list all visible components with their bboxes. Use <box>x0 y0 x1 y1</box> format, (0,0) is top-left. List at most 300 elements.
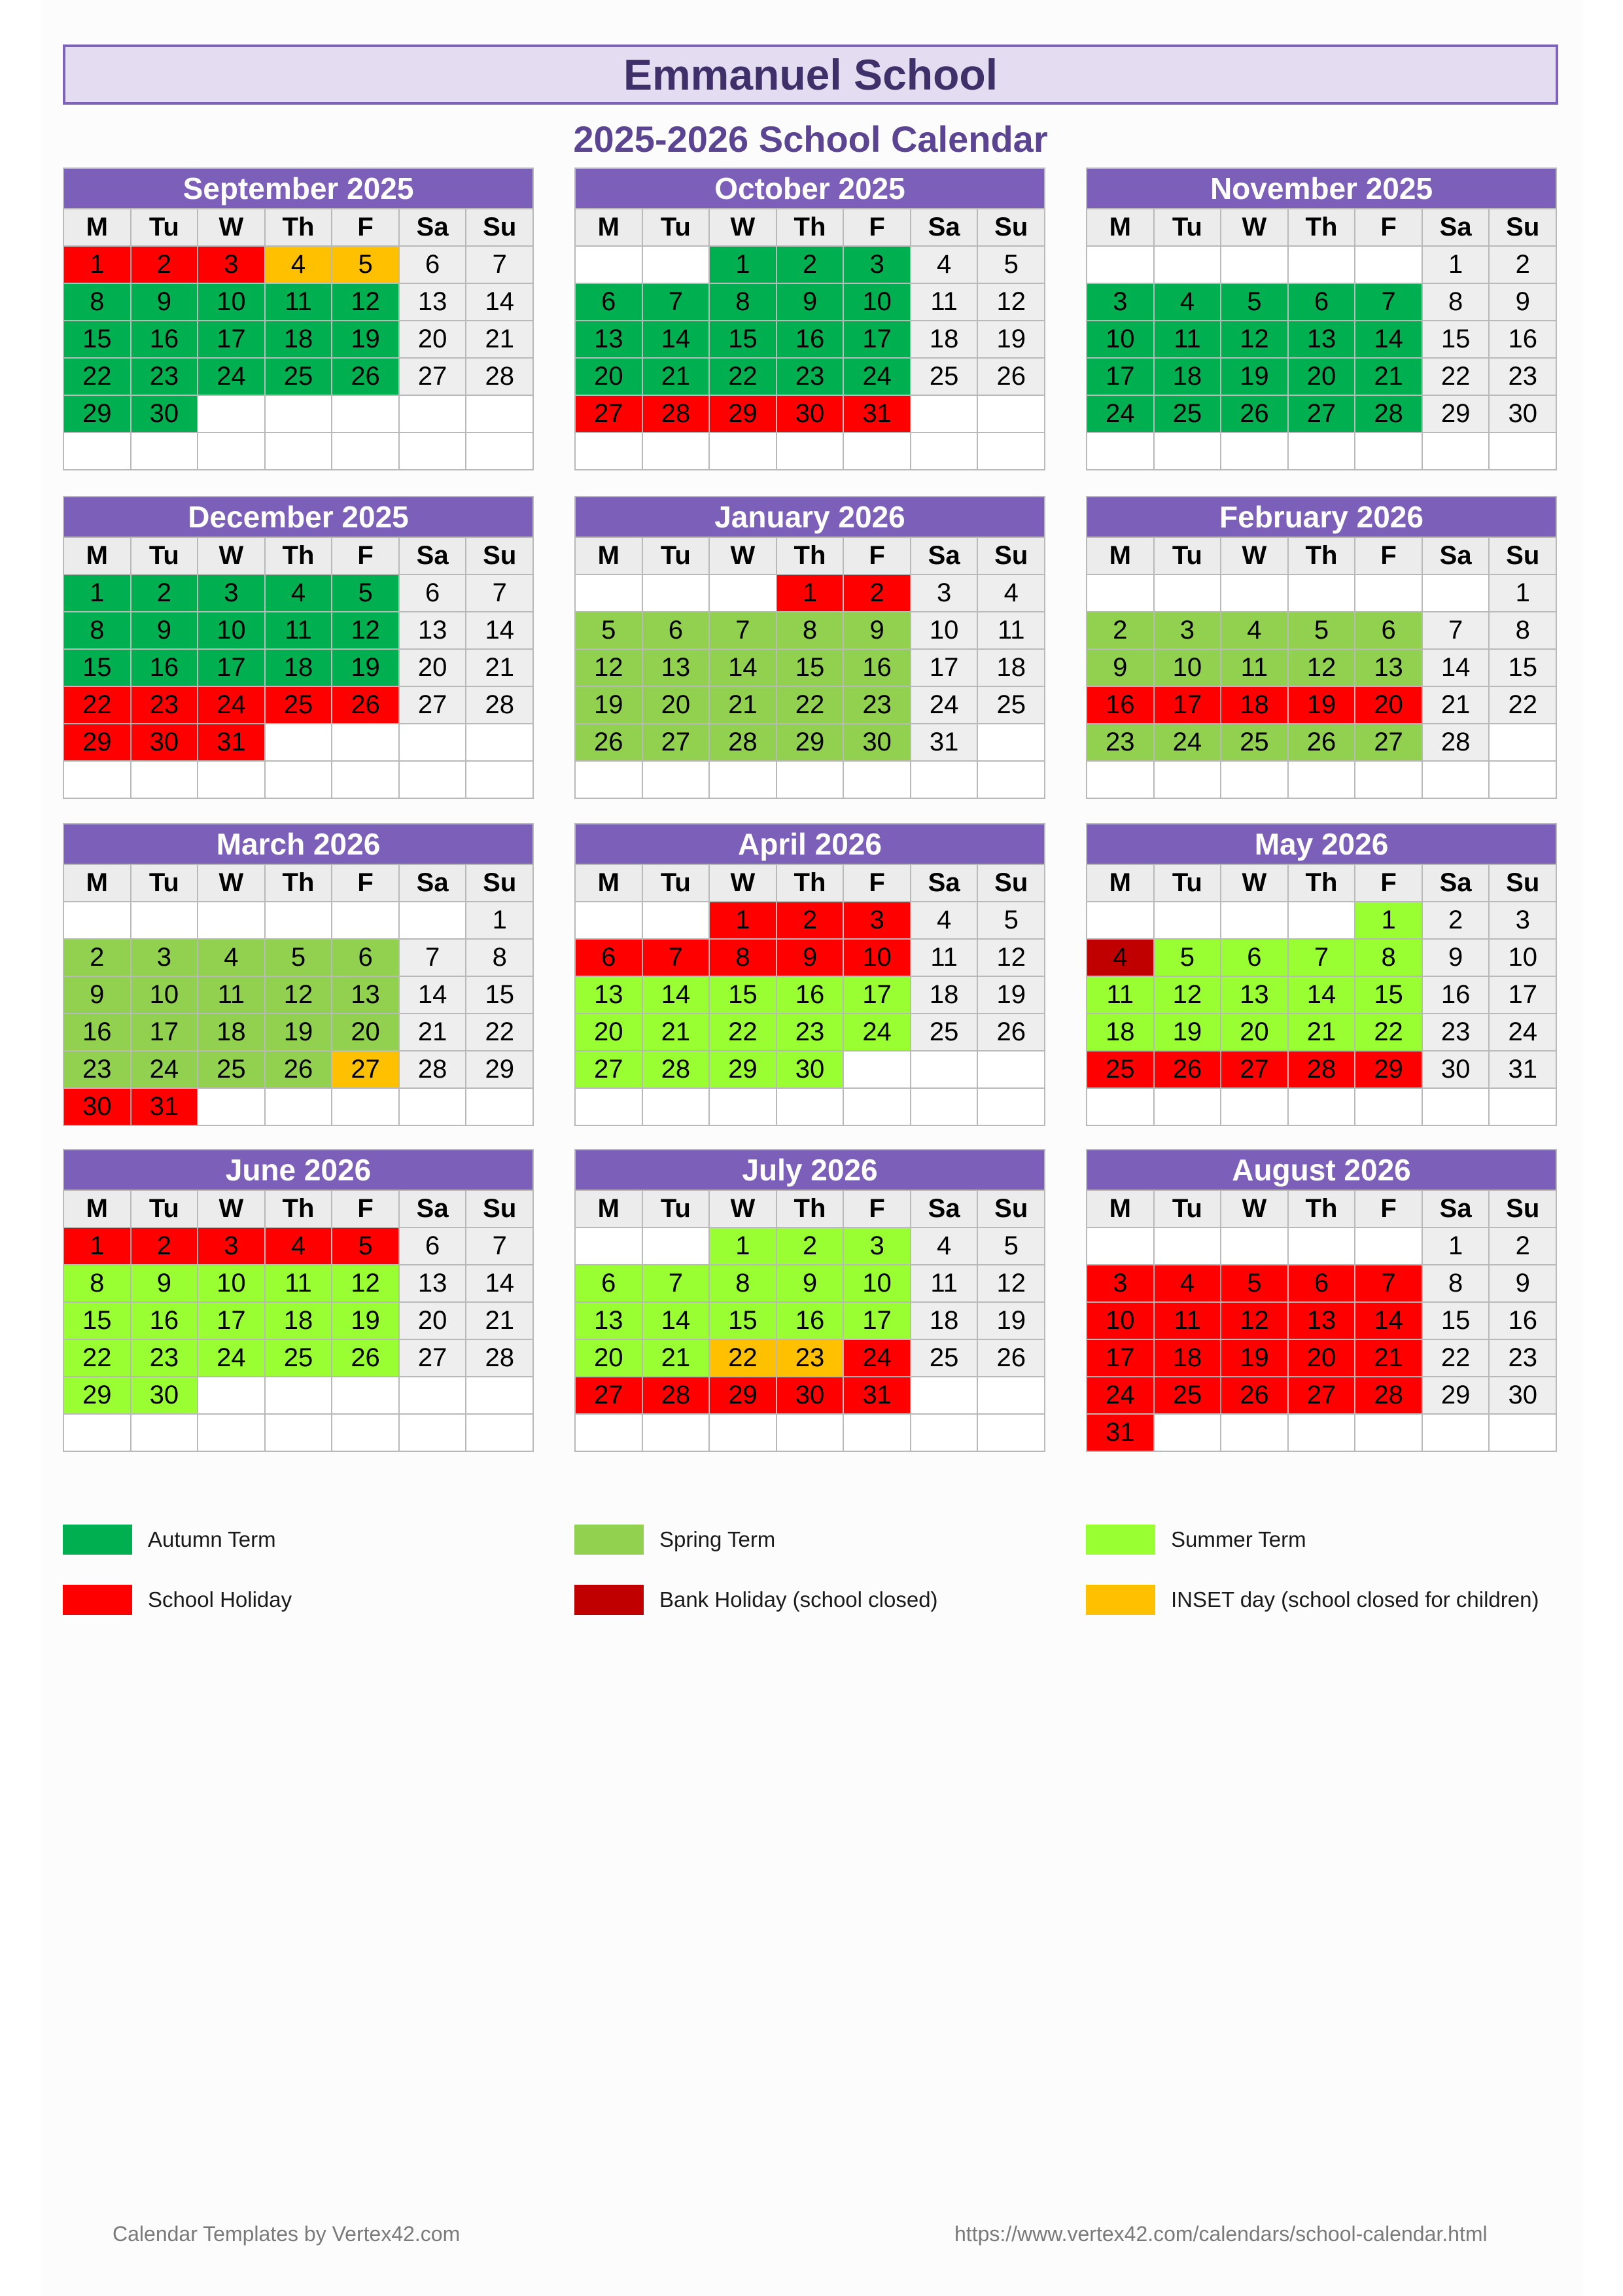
day-cell[interactable]: 11 <box>266 1265 333 1303</box>
day-cell[interactable]: 17 <box>198 650 266 687</box>
day-cell[interactable]: 1 <box>64 1228 131 1265</box>
day-cell[interactable]: 10 <box>1087 1303 1155 1340</box>
day-cell[interactable]: 4 <box>1155 1265 1222 1303</box>
day-cell[interactable]: 18 <box>1087 1014 1155 1051</box>
day-cell[interactable]: 4 <box>266 247 333 284</box>
day-cell[interactable]: 6 <box>1289 284 1356 321</box>
day-cell[interactable]: 4 <box>198 940 266 977</box>
day-cell[interactable]: 1 <box>1423 1228 1490 1265</box>
day-cell[interactable]: 11 <box>198 977 266 1014</box>
day-cell[interactable]: 28 <box>466 687 534 724</box>
day-cell[interactable]: 6 <box>1289 1265 1356 1303</box>
day-cell[interactable]: 23 <box>131 687 199 724</box>
day-cell[interactable]: 30 <box>64 1089 131 1126</box>
day-cell[interactable]: 1 <box>777 575 845 612</box>
day-cell[interactable]: 27 <box>576 1377 643 1415</box>
day-cell[interactable]: 8 <box>710 1265 777 1303</box>
day-cell[interactable]: 16 <box>1490 1303 1557 1340</box>
day-cell[interactable]: 8 <box>1423 1265 1490 1303</box>
day-cell[interactable]: 17 <box>198 1303 266 1340</box>
day-cell[interactable]: 10 <box>911 612 979 650</box>
footer-url[interactable]: https://www.vertex42.com/calendars/school-calendar.html <box>954 2222 1488 2246</box>
day-cell[interactable]: 24 <box>1490 1014 1557 1051</box>
day-cell[interactable]: 8 <box>64 612 131 650</box>
day-cell[interactable]: 19 <box>332 321 400 359</box>
day-cell[interactable]: 23 <box>1490 359 1557 396</box>
day-cell[interactable]: 15 <box>64 650 131 687</box>
day-cell[interactable]: 30 <box>131 396 199 433</box>
day-cell[interactable]: 10 <box>844 284 911 321</box>
day-cell[interactable]: 9 <box>131 612 199 650</box>
day-cell[interactable]: 18 <box>266 1303 333 1340</box>
day-cell[interactable]: 28 <box>400 1051 467 1089</box>
day-cell[interactable]: 23 <box>777 1014 845 1051</box>
day-cell[interactable]: 6 <box>400 575 467 612</box>
day-cell[interactable]: 12 <box>1289 650 1356 687</box>
day-cell[interactable]: 10 <box>844 940 911 977</box>
day-cell[interactable]: 1 <box>1490 575 1557 612</box>
day-cell[interactable]: 25 <box>198 1051 266 1089</box>
day-cell[interactable]: 28 <box>643 1377 710 1415</box>
day-cell[interactable]: 8 <box>1490 612 1557 650</box>
day-cell[interactable]: 25 <box>911 1340 979 1377</box>
day-cell[interactable]: 30 <box>131 724 199 762</box>
day-cell[interactable]: 24 <box>198 359 266 396</box>
day-cell[interactable]: 3 <box>844 1228 911 1265</box>
day-cell[interactable]: 29 <box>64 724 131 762</box>
day-cell[interactable]: 30 <box>777 1377 845 1415</box>
day-cell[interactable]: 25 <box>266 687 333 724</box>
day-cell[interactable]: 11 <box>1155 321 1222 359</box>
day-cell[interactable]: 31 <box>198 724 266 762</box>
day-cell[interactable]: 3 <box>198 1228 266 1265</box>
day-cell[interactable]: 10 <box>1490 940 1557 977</box>
day-cell[interactable]: 24 <box>1087 396 1155 433</box>
day-cell[interactable]: 8 <box>710 940 777 977</box>
day-cell[interactable]: 26 <box>1155 1051 1222 1089</box>
day-cell[interactable]: 21 <box>1355 1340 1423 1377</box>
day-cell[interactable]: 21 <box>1289 1014 1356 1051</box>
day-cell[interactable]: 2 <box>1423 902 1490 940</box>
day-cell[interactable]: 23 <box>777 1340 845 1377</box>
day-cell[interactable]: 29 <box>466 1051 534 1089</box>
day-cell[interactable]: 28 <box>1355 1377 1423 1415</box>
day-cell[interactable]: 15 <box>710 1303 777 1340</box>
day-cell[interactable]: 22 <box>710 1340 777 1377</box>
day-cell[interactable]: 15 <box>64 1303 131 1340</box>
day-cell[interactable]: 17 <box>844 1303 911 1340</box>
day-cell[interactable]: 26 <box>576 724 643 762</box>
day-cell[interactable]: 25 <box>266 1340 333 1377</box>
day-cell[interactable]: 12 <box>332 1265 400 1303</box>
day-cell[interactable]: 13 <box>1289 321 1356 359</box>
day-cell[interactable]: 2 <box>1087 612 1155 650</box>
day-cell[interactable]: 30 <box>844 724 911 762</box>
day-cell[interactable]: 27 <box>400 359 467 396</box>
day-cell[interactable]: 26 <box>978 1014 1045 1051</box>
day-cell[interactable]: 17 <box>131 1014 199 1051</box>
day-cell[interactable]: 29 <box>1355 1051 1423 1089</box>
day-cell[interactable]: 24 <box>198 687 266 724</box>
day-cell[interactable]: 10 <box>1087 321 1155 359</box>
day-cell[interactable]: 12 <box>266 977 333 1014</box>
day-cell[interactable]: 3 <box>198 575 266 612</box>
day-cell[interactable]: 7 <box>643 284 710 321</box>
day-cell[interactable]: 19 <box>1155 1014 1222 1051</box>
day-cell[interactable]: 24 <box>911 687 979 724</box>
day-cell[interactable]: 23 <box>131 359 199 396</box>
day-cell[interactable]: 24 <box>198 1340 266 1377</box>
footer-credit[interactable]: Calendar Templates by Vertex42.com <box>113 2222 461 2246</box>
day-cell[interactable]: 26 <box>978 359 1045 396</box>
day-cell[interactable]: 12 <box>1221 1303 1289 1340</box>
day-cell[interactable]: 24 <box>1155 724 1222 762</box>
day-cell[interactable]: 3 <box>844 902 911 940</box>
day-cell[interactable]: 13 <box>400 284 467 321</box>
day-cell[interactable]: 9 <box>777 940 845 977</box>
day-cell[interactable]: 14 <box>710 650 777 687</box>
day-cell[interactable]: 31 <box>844 396 911 433</box>
day-cell[interactable]: 26 <box>1221 1377 1289 1415</box>
day-cell[interactable]: 28 <box>1355 396 1423 433</box>
day-cell[interactable]: 23 <box>844 687 911 724</box>
day-cell[interactable]: 18 <box>978 650 1045 687</box>
day-cell[interactable]: 26 <box>1289 724 1356 762</box>
day-cell[interactable]: 18 <box>911 321 979 359</box>
day-cell[interactable]: 15 <box>466 977 534 1014</box>
day-cell[interactable]: 20 <box>332 1014 400 1051</box>
day-cell[interactable]: 5 <box>332 575 400 612</box>
day-cell[interactable]: 5 <box>332 247 400 284</box>
day-cell[interactable]: 18 <box>1221 687 1289 724</box>
day-cell[interactable]: 6 <box>1355 612 1423 650</box>
day-cell[interactable]: 29 <box>710 396 777 433</box>
day-cell[interactable]: 27 <box>576 396 643 433</box>
day-cell[interactable]: 5 <box>332 1228 400 1265</box>
day-cell[interactable]: 11 <box>1221 650 1289 687</box>
day-cell[interactable]: 2 <box>131 247 199 284</box>
day-cell[interactable]: 16 <box>1490 321 1557 359</box>
day-cell[interactable]: 6 <box>1221 940 1289 977</box>
day-cell[interactable]: 19 <box>978 1303 1045 1340</box>
day-cell[interactable]: 11 <box>978 612 1045 650</box>
day-cell[interactable]: 27 <box>1289 1377 1356 1415</box>
day-cell[interactable]: 19 <box>332 1303 400 1340</box>
day-cell[interactable]: 5 <box>978 902 1045 940</box>
day-cell[interactable]: 8 <box>64 284 131 321</box>
day-cell[interactable]: 27 <box>400 687 467 724</box>
day-cell[interactable]: 9 <box>777 1265 845 1303</box>
day-cell[interactable]: 28 <box>643 1051 710 1089</box>
day-cell[interactable]: 16 <box>777 321 845 359</box>
day-cell[interactable]: 23 <box>777 359 845 396</box>
day-cell[interactable]: 16 <box>131 321 199 359</box>
day-cell[interactable]: 28 <box>710 724 777 762</box>
day-cell[interactable]: 7 <box>466 247 534 284</box>
day-cell[interactable]: 13 <box>1221 977 1289 1014</box>
day-cell[interactable]: 4 <box>266 575 333 612</box>
day-cell[interactable]: 8 <box>777 612 845 650</box>
day-cell[interactable]: 8 <box>710 284 777 321</box>
day-cell[interactable]: 27 <box>400 1340 467 1377</box>
day-cell[interactable]: 3 <box>131 940 199 977</box>
day-cell[interactable]: 14 <box>466 1265 534 1303</box>
day-cell[interactable]: 23 <box>1423 1014 1490 1051</box>
day-cell[interactable]: 5 <box>1289 612 1356 650</box>
day-cell[interactable]: 12 <box>1155 977 1222 1014</box>
day-cell[interactable]: 3 <box>198 247 266 284</box>
day-cell[interactable]: 3 <box>1155 612 1222 650</box>
day-cell[interactable]: 17 <box>1155 687 1222 724</box>
day-cell[interactable]: 18 <box>198 1014 266 1051</box>
day-cell[interactable]: 1 <box>1355 902 1423 940</box>
day-cell[interactable]: 15 <box>710 977 777 1014</box>
day-cell[interactable]: 2 <box>131 1228 199 1265</box>
day-cell[interactable]: 16 <box>131 1303 199 1340</box>
day-cell[interactable]: 20 <box>576 359 643 396</box>
day-cell[interactable]: 2 <box>777 247 845 284</box>
day-cell[interactable]: 18 <box>1155 359 1222 396</box>
day-cell[interactable]: 12 <box>978 1265 1045 1303</box>
day-cell[interactable]: 5 <box>978 247 1045 284</box>
day-cell[interactable]: 25 <box>978 687 1045 724</box>
day-cell[interactable]: 21 <box>710 687 777 724</box>
day-cell[interactable]: 27 <box>643 724 710 762</box>
day-cell[interactable]: 9 <box>1087 650 1155 687</box>
day-cell[interactable]: 29 <box>710 1051 777 1089</box>
day-cell[interactable]: 14 <box>643 1303 710 1340</box>
day-cell[interactable]: 7 <box>466 1228 534 1265</box>
day-cell[interactable]: 4 <box>911 1228 979 1265</box>
day-cell[interactable]: 7 <box>643 1265 710 1303</box>
day-cell[interactable]: 3 <box>844 247 911 284</box>
day-cell[interactable]: 15 <box>1490 650 1557 687</box>
day-cell[interactable]: 30 <box>1490 396 1557 433</box>
day-cell[interactable]: 10 <box>198 1265 266 1303</box>
day-cell[interactable]: 21 <box>643 359 710 396</box>
day-cell[interactable]: 9 <box>64 977 131 1014</box>
day-cell[interactable]: 26 <box>978 1340 1045 1377</box>
day-cell[interactable]: 22 <box>1355 1014 1423 1051</box>
day-cell[interactable]: 27 <box>576 1051 643 1089</box>
day-cell[interactable]: 22 <box>1423 359 1490 396</box>
day-cell[interactable]: 21 <box>466 650 534 687</box>
day-cell[interactable]: 21 <box>643 1340 710 1377</box>
day-cell[interactable]: 12 <box>576 650 643 687</box>
day-cell[interactable]: 1 <box>710 902 777 940</box>
day-cell[interactable]: 10 <box>131 977 199 1014</box>
day-cell[interactable]: 6 <box>576 1265 643 1303</box>
day-cell[interactable]: 19 <box>1289 687 1356 724</box>
day-cell[interactable]: 30 <box>131 1377 199 1415</box>
day-cell[interactable]: 20 <box>1289 359 1356 396</box>
day-cell[interactable]: 15 <box>1355 977 1423 1014</box>
day-cell[interactable]: 19 <box>1221 359 1289 396</box>
day-cell[interactable]: 20 <box>576 1340 643 1377</box>
day-cell[interactable]: 3 <box>1087 1265 1155 1303</box>
day-cell[interactable]: 25 <box>266 359 333 396</box>
day-cell[interactable]: 16 <box>131 650 199 687</box>
day-cell[interactable]: 4 <box>911 902 979 940</box>
day-cell[interactable]: 16 <box>64 1014 131 1051</box>
day-cell[interactable]: 26 <box>332 1340 400 1377</box>
day-cell[interactable]: 14 <box>1423 650 1490 687</box>
day-cell[interactable]: 27 <box>1221 1051 1289 1089</box>
day-cell[interactable]: 27 <box>1355 724 1423 762</box>
day-cell[interactable]: 16 <box>844 650 911 687</box>
day-cell[interactable]: 25 <box>1155 396 1222 433</box>
day-cell[interactable]: 20 <box>1221 1014 1289 1051</box>
day-cell[interactable]: 26 <box>266 1051 333 1089</box>
day-cell[interactable]: 24 <box>131 1051 199 1089</box>
day-cell[interactable]: 30 <box>777 1051 845 1089</box>
day-cell[interactable]: 2 <box>1490 1228 1557 1265</box>
day-cell[interactable]: 12 <box>978 940 1045 977</box>
day-cell[interactable]: 23 <box>131 1340 199 1377</box>
day-cell[interactable]: 6 <box>400 247 467 284</box>
day-cell[interactable]: 11 <box>911 1265 979 1303</box>
day-cell[interactable]: 1 <box>1423 247 1490 284</box>
day-cell[interactable]: 29 <box>64 396 131 433</box>
day-cell[interactable]: 8 <box>1355 940 1423 977</box>
day-cell[interactable]: 15 <box>64 321 131 359</box>
day-cell[interactable]: 7 <box>1423 612 1490 650</box>
day-cell[interactable]: 29 <box>1423 1377 1490 1415</box>
day-cell[interactable]: 25 <box>911 359 979 396</box>
day-cell[interactable]: 14 <box>1289 977 1356 1014</box>
day-cell[interactable]: 2 <box>777 902 845 940</box>
day-cell[interactable]: 5 <box>1155 940 1222 977</box>
day-cell[interactable]: 18 <box>911 977 979 1014</box>
day-cell[interactable]: 9 <box>1423 940 1490 977</box>
day-cell[interactable]: 2 <box>844 575 911 612</box>
day-cell[interactable]: 15 <box>710 321 777 359</box>
day-cell[interactable]: 13 <box>576 321 643 359</box>
day-cell[interactable]: 1 <box>710 1228 777 1265</box>
day-cell[interactable]: 17 <box>1490 977 1557 1014</box>
day-cell[interactable]: 22 <box>64 359 131 396</box>
day-cell[interactable]: 19 <box>978 321 1045 359</box>
day-cell[interactable]: 20 <box>1355 687 1423 724</box>
day-cell[interactable]: 22 <box>710 359 777 396</box>
day-cell[interactable]: 15 <box>777 650 845 687</box>
day-cell[interactable]: 22 <box>710 1014 777 1051</box>
day-cell[interactable]: 23 <box>64 1051 131 1089</box>
day-cell[interactable]: 4 <box>1155 284 1222 321</box>
day-cell[interactable]: 20 <box>400 1303 467 1340</box>
day-cell[interactable]: 25 <box>911 1014 979 1051</box>
day-cell[interactable]: 25 <box>1155 1377 1222 1415</box>
day-cell[interactable]: 31 <box>131 1089 199 1126</box>
day-cell[interactable]: 19 <box>266 1014 333 1051</box>
day-cell[interactable]: 28 <box>1289 1051 1356 1089</box>
day-cell[interactable]: 7 <box>1355 284 1423 321</box>
day-cell[interactable]: 6 <box>400 1228 467 1265</box>
day-cell[interactable]: 11 <box>1087 977 1155 1014</box>
day-cell[interactable]: 18 <box>266 650 333 687</box>
day-cell[interactable]: 28 <box>466 359 534 396</box>
day-cell[interactable]: 10 <box>198 612 266 650</box>
day-cell[interactable]: 29 <box>64 1377 131 1415</box>
day-cell[interactable]: 4 <box>1087 940 1155 977</box>
day-cell[interactable]: 17 <box>844 977 911 1014</box>
day-cell[interactable]: 10 <box>844 1265 911 1303</box>
day-cell[interactable]: 12 <box>332 612 400 650</box>
day-cell[interactable]: 17 <box>911 650 979 687</box>
day-cell[interactable]: 28 <box>466 1340 534 1377</box>
day-cell[interactable]: 31 <box>1490 1051 1557 1089</box>
day-cell[interactable]: 8 <box>466 940 534 977</box>
day-cell[interactable]: 22 <box>64 687 131 724</box>
day-cell[interactable]: 21 <box>466 321 534 359</box>
day-cell[interactable]: 11 <box>911 284 979 321</box>
day-cell[interactable]: 21 <box>400 1014 467 1051</box>
day-cell[interactable]: 21 <box>466 1303 534 1340</box>
day-cell[interactable]: 21 <box>1423 687 1490 724</box>
day-cell[interactable]: 18 <box>266 321 333 359</box>
day-cell[interactable]: 31 <box>1087 1415 1155 1452</box>
day-cell[interactable]: 22 <box>1423 1340 1490 1377</box>
day-cell[interactable]: 26 <box>1221 396 1289 433</box>
day-cell[interactable]: 11 <box>1155 1303 1222 1340</box>
day-cell[interactable]: 26 <box>332 359 400 396</box>
day-cell[interactable]: 20 <box>400 321 467 359</box>
day-cell[interactable]: 5 <box>1221 1265 1289 1303</box>
day-cell[interactable]: 24 <box>844 1340 911 1377</box>
day-cell[interactable]: 4 <box>911 247 979 284</box>
day-cell[interactable]: 11 <box>266 284 333 321</box>
day-cell[interactable]: 19 <box>576 687 643 724</box>
day-cell[interactable]: 29 <box>1423 396 1490 433</box>
day-cell[interactable]: 13 <box>332 977 400 1014</box>
day-cell[interactable]: 18 <box>911 1303 979 1340</box>
day-cell[interactable]: 26 <box>332 687 400 724</box>
day-cell[interactable]: 9 <box>1490 1265 1557 1303</box>
day-cell[interactable]: 20 <box>400 650 467 687</box>
day-cell[interactable]: 1 <box>466 902 534 940</box>
day-cell[interactable]: 22 <box>466 1014 534 1051</box>
day-cell[interactable]: 2 <box>1490 247 1557 284</box>
day-cell[interactable]: 5 <box>1221 284 1289 321</box>
day-cell[interactable]: 6 <box>332 940 400 977</box>
day-cell[interactable]: 11 <box>266 612 333 650</box>
day-cell[interactable]: 4 <box>978 575 1045 612</box>
day-cell[interactable]: 16 <box>1087 687 1155 724</box>
day-cell[interactable]: 10 <box>1155 650 1222 687</box>
day-cell[interactable]: 25 <box>1221 724 1289 762</box>
day-cell[interactable]: 10 <box>198 284 266 321</box>
day-cell[interactable]: 24 <box>844 1014 911 1051</box>
day-cell[interactable]: 14 <box>1355 1303 1423 1340</box>
day-cell[interactable]: 9 <box>1490 284 1557 321</box>
day-cell[interactable]: 2 <box>64 940 131 977</box>
day-cell[interactable]: 5 <box>576 612 643 650</box>
day-cell[interactable]: 13 <box>400 612 467 650</box>
day-cell[interactable]: 17 <box>1087 1340 1155 1377</box>
day-cell[interactable]: 24 <box>1087 1377 1155 1415</box>
day-cell[interactable]: 31 <box>911 724 979 762</box>
day-cell[interactable]: 23 <box>1490 1340 1557 1377</box>
day-cell[interactable]: 4 <box>266 1228 333 1265</box>
day-cell[interactable]: 5 <box>978 1228 1045 1265</box>
day-cell[interactable]: 16 <box>777 977 845 1014</box>
day-cell[interactable]: 12 <box>978 284 1045 321</box>
day-cell[interactable]: 19 <box>332 650 400 687</box>
day-cell[interactable]: 18 <box>1155 1340 1222 1377</box>
day-cell[interactable]: 31 <box>844 1377 911 1415</box>
day-cell[interactable]: 20 <box>1289 1340 1356 1377</box>
day-cell[interactable]: 17 <box>1087 359 1155 396</box>
